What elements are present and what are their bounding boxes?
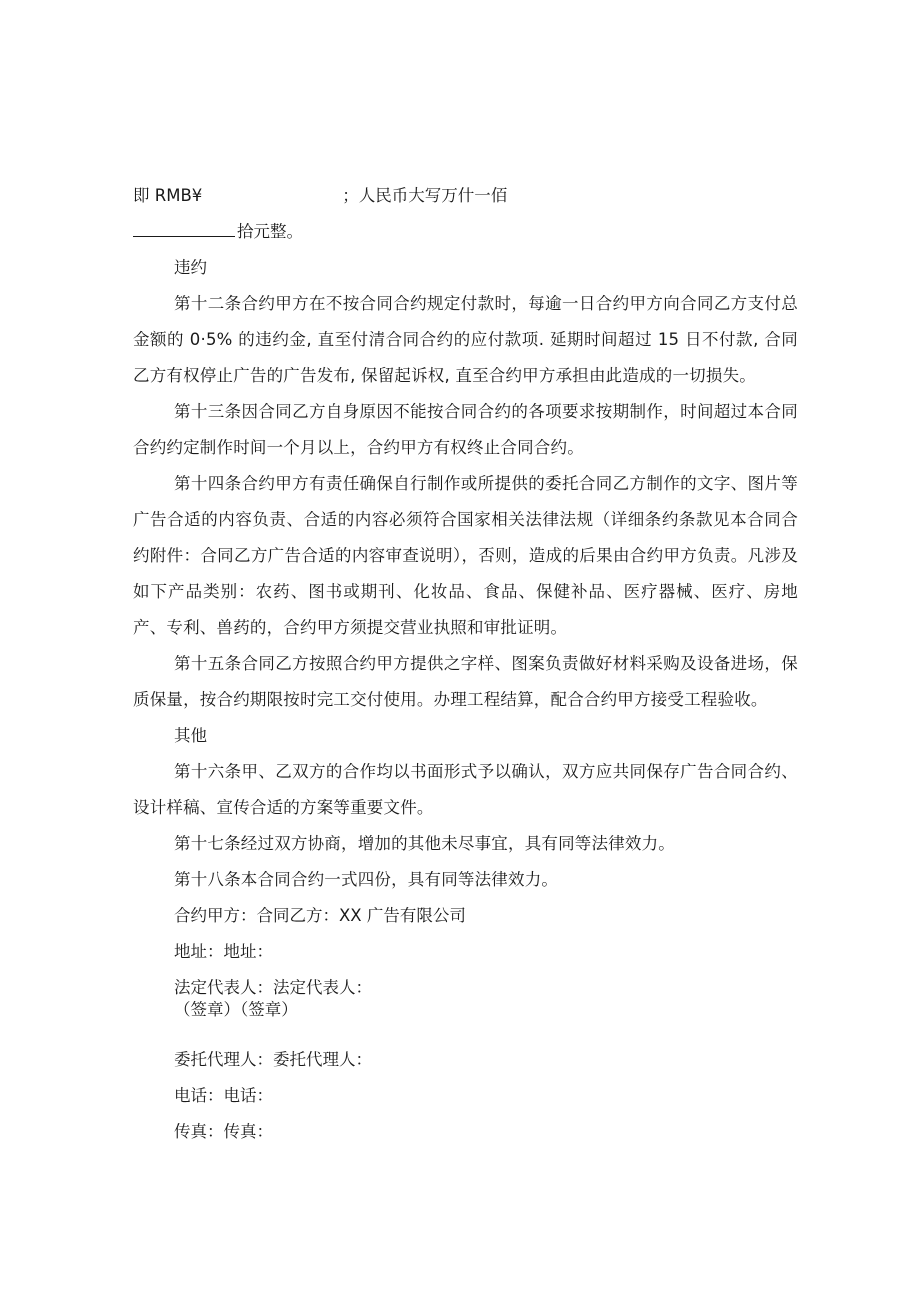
amount-words-suffix: 拾元整。 — [237, 222, 303, 241]
amount-underline-blank — [133, 218, 235, 237]
clause-12: 第十二条合约甲方在不按合同合约规定付款时，每逾一日合约甲方向合同乙方支付总金额的 0·5% 的违约金, 直至付清合同合约的应付款项. 延期时间超过 15 日不付款, 合同乙方有权停止广告的广告发布, 保留起诉权, 直至合约甲方承担由此造成的一切损失。 — [133, 294, 798, 385]
signature-legal-rep: 法定代表人：法定代表人： — [174, 978, 372, 997]
rmb-amount-line — [133, 178, 798, 214]
amount-words-line — [133, 214, 798, 250]
signature-seal: （签章）（签章） — [174, 1000, 298, 1019]
clause-14: 第十四条合约甲方有责任确保自行制作或所提供的委托合同乙方制作的文字、图片等广告合适的内容负责、合适的内容必须符合国家相关法律法规（详细条约条款见本合同合约附件：合同乙方广告合适的内容审查说明），否则，造成的后果由合约甲方负责。凡涉及如下产品类别：农药、图书或期刊、化妆品、食品、保健补品、医疗器械、医疗、房地产、专利、兽药的，合约甲方须提交营业执照和审批证明。 — [133, 474, 798, 637]
section-heading-other: 其他 — [174, 726, 207, 745]
contract-body — [133, 178, 798, 1150]
signature-phone: 电话：电话： — [174, 1086, 273, 1105]
signature-parties: 合约甲方：合同乙方：XX 广告有限公司 — [174, 906, 466, 925]
section-heading-breach: 违约 — [174, 258, 207, 277]
signature-address: 地址：地址： — [174, 942, 273, 961]
clause-17: 第十七条经过双方协商，增加的其他未尽事宜，具有同等法律效力。 — [174, 834, 675, 853]
clause-16: 第十六条甲、乙双方的合作均以书面形式予以确认，双方应共同保存广告合同合约、设计样稿、宣传合适的方案等重要文件。 — [133, 762, 798, 817]
signature-agent: 委托代理人：委托代理人： — [174, 1050, 372, 1069]
clause-15: 第十五条合同乙方按照合约甲方提供之字样、图案负责做好材料采购及设备进场，保质保量，按合约期限按时完工交付使用。办理工程结算，配合合约甲方接受工程验收。 — [133, 654, 798, 709]
clause-18: 第十八条本合同合约一式四份，具有同等法律效力。 — [174, 870, 559, 889]
rmb-prefix: 即 RMB¥ — [133, 186, 203, 205]
signature-fax: 传真：传真： — [174, 1122, 273, 1141]
clause-13: 第十三条因合同乙方自身原因不能按合同合约的各项要求按期制作，时间超过本合同合约约定制作时间一个月以上，合约甲方有权终止合同合约。 — [133, 402, 798, 457]
rmb-uppercase-label: ；人民币大写万什一佰 — [342, 186, 508, 205]
